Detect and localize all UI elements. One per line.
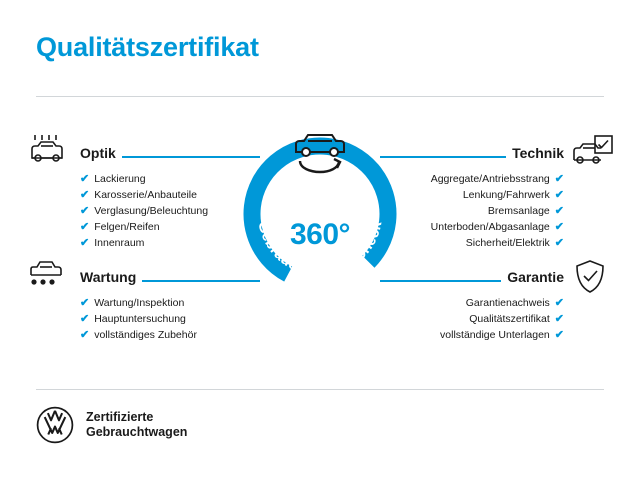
check-icon: ✔	[80, 328, 90, 341]
footer-divider	[36, 389, 604, 390]
check-icon: ✔	[554, 204, 564, 217]
list-item-label: vollständige Unterlagen	[440, 329, 550, 341]
list-item	[80, 327, 260, 343]
check-icon: ✔	[554, 296, 564, 309]
list-item-label: vollständiges Zubehör	[94, 329, 197, 341]
footer-line-2: Gebrauchtwagen	[86, 425, 188, 439]
footer-line-1: Zertifizierte	[86, 410, 154, 424]
list-item-label: Bremsanlage	[487, 205, 550, 217]
vw-logo	[36, 406, 74, 444]
list-item	[80, 311, 260, 327]
page-title: Qualitätszertifikat	[36, 32, 259, 62]
check-icon: ✔	[80, 220, 90, 233]
list-item-label: Garantienachweis	[465, 297, 550, 309]
list-item-label: Aggregate/Antriebsstrang	[430, 173, 550, 185]
list-item-label: Karosserie/Anbauteile	[94, 189, 197, 201]
list-item	[380, 327, 564, 343]
footer	[36, 406, 187, 444]
car-lift-icon	[28, 258, 68, 293]
check-icon: ✔	[554, 328, 564, 341]
badge-360-gebrauchtwagen-check	[228, 122, 412, 306]
list-item-label: Hauptuntersuchung	[94, 313, 186, 325]
car-360-icon	[288, 128, 352, 176]
footer-text	[86, 410, 187, 440]
list-item-label: Lenkung/Fahrwerk	[462, 189, 550, 201]
list-item-label: Qualitätszertifikat	[469, 313, 550, 325]
check-icon: ✔	[80, 172, 90, 185]
section-garantie-title: Garantie	[507, 269, 564, 285]
list-item-label: Felgen/Reifen	[94, 221, 160, 233]
header-divider	[36, 96, 604, 97]
check-icon: ✔	[80, 188, 90, 201]
car-checklist-icon	[572, 134, 614, 173]
list-item-label: Innenraum	[94, 237, 145, 249]
section-wartung-title: Wartung	[80, 269, 137, 285]
list-item	[380, 311, 564, 327]
check-icon: ✔	[554, 220, 564, 233]
check-icon: ✔	[554, 312, 564, 325]
list-item-label: Lackierung	[94, 173, 146, 185]
check-icon: ✔	[80, 296, 90, 309]
list-item-label: Verglasung/Beleuchtung	[94, 205, 209, 217]
check-icon: ✔	[80, 236, 90, 249]
car-wash-icon	[28, 134, 68, 173]
check-icon: ✔	[554, 188, 564, 201]
section-technik-title: Technik	[512, 145, 564, 161]
section-optik-title: Optik	[80, 145, 116, 161]
list-item-label: Wartung/Inspektion	[94, 297, 185, 309]
badge-degrees: 360°	[289, 218, 351, 251]
check-icon: ✔	[554, 236, 564, 249]
check-icon: ✔	[80, 204, 90, 217]
check-icon: ✔	[80, 312, 90, 325]
badge-ring-label: Gebrauchtwagen-Check	[254, 219, 386, 281]
list-item-label: Unterboden/Abgasanlage	[430, 221, 550, 233]
check-icon: ✔	[554, 172, 564, 185]
list-item-label: Sicherheit/Elektrik	[465, 237, 550, 249]
shield-check-icon	[574, 259, 606, 300]
